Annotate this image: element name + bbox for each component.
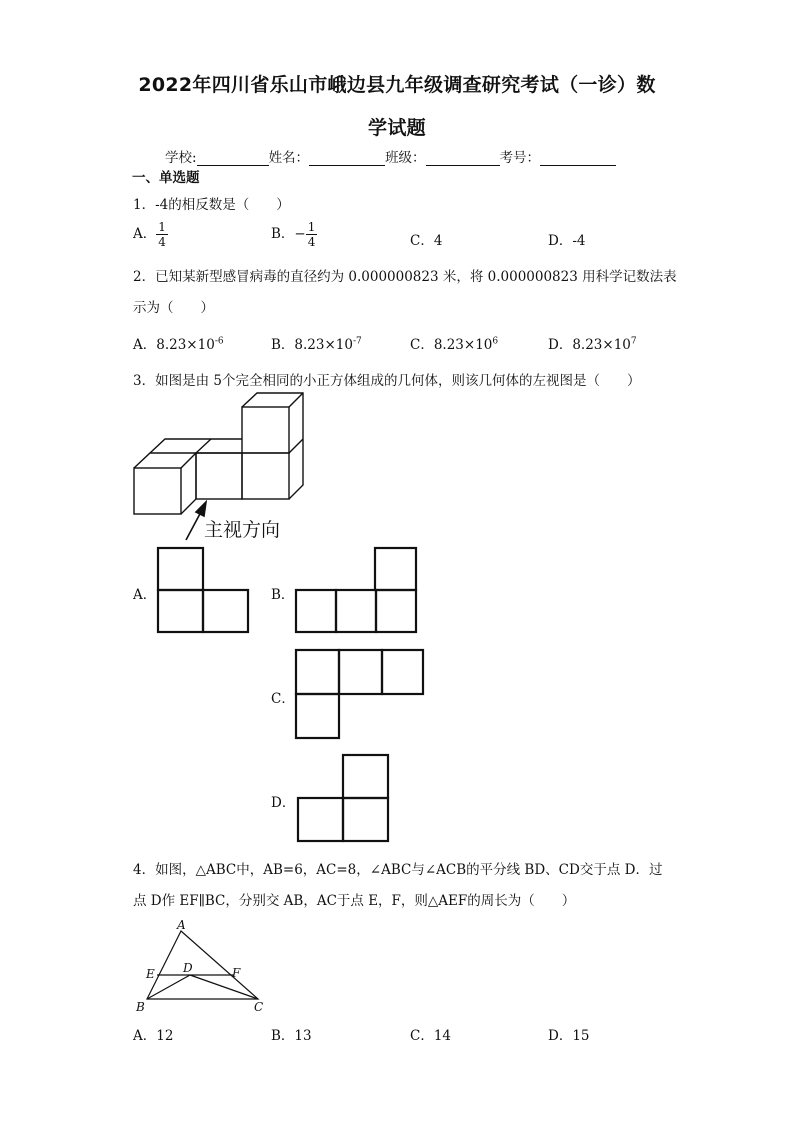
q2-option-a: A．$8.23\times 10^{-6}$: [133, 336, 224, 353]
q1-option-a: A． $\frac{1}{4}$: [133, 220, 166, 249]
q4-stem-line2: 点 D作 EF∥BC，分别交 AB，AC于点 E，F，则△AEF的周长为（ ）: [133, 893, 576, 909]
q4-option-a: A．12: [133, 1028, 174, 1044]
section-heading: 一、单选题: [132, 170, 200, 186]
q2-option-c: C．$8.23\times 10^6$: [410, 336, 499, 353]
q1-option-b: B．− $\frac{1}{4}$: [271, 220, 316, 249]
q4-option-b: B．13: [271, 1028, 312, 1044]
class-label: 班级：: [385, 150, 426, 166]
q1-option-c: C．4: [410, 233, 443, 249]
q3-view-d: [298, 755, 388, 841]
view-direction-label: 主视方向: [204, 519, 281, 541]
q4-stem-line1: 4．如图，△ABC中，AB=6，AC=8，∠ABC与∠ACB的平分线 BD、CD交于点 D．过: [133, 862, 663, 878]
name-label: 姓名：: [268, 150, 310, 166]
exam-title-line1: 2022年四川省乐山市峨边县九年级调查研究考试（一诊）数: [138, 74, 656, 96]
q1-option-d: D．-4: [548, 233, 586, 249]
fraction: $\frac{1}{4}$: [307, 220, 316, 249]
q3-view-a: [158, 548, 248, 632]
point-b-label: B: [136, 1000, 145, 1014]
q4-option-d: D．15: [548, 1028, 590, 1044]
q3-option-d: D．: [271, 795, 296, 811]
point-d-label: D: [183, 961, 193, 975]
q3-view-c: [296, 650, 423, 738]
q2-option-d: D．$8.23\times 10^7$: [548, 336, 637, 353]
point-e-label: E: [146, 967, 155, 981]
q2-option-b: B．$8.23\times 10^{-7}$: [271, 336, 362, 353]
point-c-label: C: [254, 1000, 264, 1014]
q3-option-c: C．: [271, 691, 295, 707]
triangle-figure: [147, 931, 258, 999]
number-label: 考号：: [499, 150, 541, 166]
q3-option-a: A．: [133, 587, 157, 603]
point-a-label: A: [177, 918, 186, 932]
q2-stem-line2: 示为（ ）: [133, 300, 214, 316]
q3-option-b: B．: [271, 587, 295, 603]
q4-option-c: C．14: [410, 1028, 452, 1044]
school-label: 学校:: [165, 150, 197, 166]
q3-stem: 3．如图是由 5个完全相同的小正方体组成的几何体，则该几何体的左视图是（ ）: [133, 373, 641, 389]
q1-stem: 1．-4的相反数是（ ）: [133, 197, 290, 213]
point-f-label: F: [232, 966, 241, 980]
q2-stem-line1: 2．已知某新型感冒病毒的直径约为 0.000000823 米，将 0.000000823 用科学记数法表: [133, 269, 677, 285]
exam-title-line2: 学试题: [368, 117, 426, 139]
q3-view-b: [296, 548, 416, 632]
fraction: $\frac{1}{4}$: [158, 220, 166, 249]
cube-front-left: [134, 468, 181, 514]
